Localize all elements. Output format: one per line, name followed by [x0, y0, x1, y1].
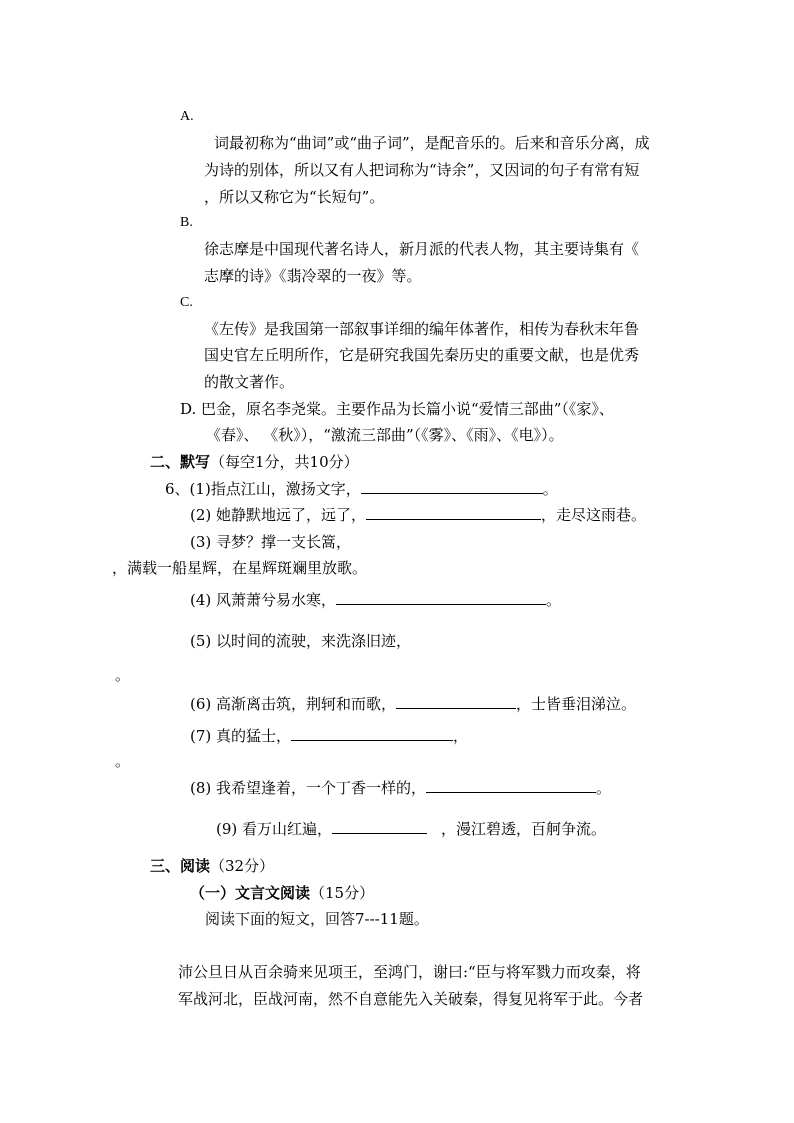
q6-item-1	[165, 479, 558, 499]
section-2-title: 二、默写	[150, 453, 211, 471]
option-a-label: A.	[180, 109, 194, 124]
reading-instruction: 阅读下面的短文，回答7---11题。	[205, 910, 429, 928]
option-c-line-3: 的散文著作。	[204, 373, 295, 391]
q6-item-2-text: (2) 她静默地远了，远了，	[190, 506, 367, 524]
answer-blank-7[interactable]	[291, 726, 453, 741]
q6-item-7-text: (7) 真的猛士，	[190, 727, 292, 745]
answer-blank-1[interactable]	[361, 479, 543, 494]
option-b-label: B.	[180, 215, 193, 230]
section-3-heading	[150, 856, 274, 876]
q6-item-6-suffix: ，士皆垂泪涕泣。	[516, 695, 637, 713]
q6-item-1-suffix: 。	[542, 480, 558, 498]
q6-item-6-text: (6) 高渐离击筑，荆轲和而歌，	[190, 695, 397, 713]
q6-item-8	[190, 778, 611, 798]
section-2-score: （每空1分，共10分）	[210, 453, 359, 471]
q6-item-2-suffix: ，走尽这雨巷。	[541, 506, 647, 524]
answer-blank-8[interactable]	[426, 778, 596, 793]
q6-item-9	[216, 819, 606, 839]
q6-item-3: (3) 寻梦？撑一支长篙，	[190, 533, 352, 551]
q6-item-7-continuation: 。	[115, 752, 131, 770]
answer-blank-9[interactable]	[332, 819, 427, 834]
section-2-heading	[150, 452, 359, 472]
option-c-label: C.	[180, 295, 193, 310]
subsection-title: （一）文言文阅读	[190, 884, 311, 902]
option-b-line-2: 志摩的诗》《翡冷翠的一夜》等。	[204, 267, 422, 285]
passage-line-1: 沛公旦日从百余骑来见项王，至鸿门，谢曰:“臣与将军戮力而攻秦，将	[178, 963, 641, 981]
option-a-line-1: 词最初称为“曲词”或“曲子词”，是配音乐的。后来和音乐分离，成	[214, 134, 650, 152]
option-c-line-1: 《左传》是我国第一部叙事详细的编年体著作，相传为春秋末年鲁	[204, 320, 640, 338]
q6-item-9-suffix: ，漫江碧透，百舸争流。	[441, 820, 607, 838]
option-a-line-3: ，所以又称它为“长短句”。	[204, 188, 385, 206]
q6-item-4	[190, 590, 561, 610]
q6-item-7-suffix: ，	[453, 727, 469, 745]
option-a-line-2: 为诗的别体，所以又有人把词称为“诗余”，又因词的句子有常有短	[204, 161, 640, 179]
answer-blank-2[interactable]	[366, 505, 541, 520]
answer-blank-6[interactable]	[396, 694, 516, 709]
section-3-score: （32分）	[210, 857, 275, 875]
subsection-score: （15分）	[310, 884, 375, 902]
option-d-line-1: D. 巴金，原名李尧棠。主要作品为长篇小说“爱情三部曲”（《家》、	[180, 400, 614, 418]
q6-item-4-text: (4) 风萧萧兮易水寒，	[190, 591, 337, 609]
q6-item-7	[190, 726, 468, 746]
option-d-line-2: 《春》、 《秋》），“激流三部曲”（《雾》、《雨》、《电》）。	[206, 426, 564, 444]
answer-blank-4[interactable]	[336, 590, 546, 605]
passage-line-2: 军战河北，臣战河南，然不自意能先入关破秦，得复见将军于此。今者	[178, 990, 644, 1008]
q6-item-5: (5) 以时间的流驶，来洗涤旧迹，	[190, 632, 412, 650]
q6-item-8-text: (8) 我希望逢着，一个丁香一样的，	[190, 779, 427, 797]
q6-item-1-text: 6、(1)指点江山，激扬文字，	[165, 480, 361, 498]
q6-item-6	[190, 694, 636, 714]
q6-item-9-text: (9) 看万山红遍，	[216, 820, 333, 838]
q6-item-3-continuation: ，满载一船星辉，在星辉斑斓里放歌。	[112, 559, 368, 577]
option-b-line-1: 徐志摩是中国现代著名诗人，新月派的代表人物，其主要诗集有《	[204, 240, 640, 258]
q6-item-2	[190, 505, 646, 525]
subsection-heading	[190, 883, 374, 903]
q6-item-5-continuation: 。	[115, 666, 131, 684]
section-3-title: 三、阅读	[150, 857, 211, 875]
q6-item-8-suffix: 。	[596, 779, 612, 797]
q6-item-4-suffix: 。	[546, 591, 562, 609]
option-c-line-2: 国史官左丘明所作，它是研究我国先秦历史的重要文献，也是优秀	[204, 346, 640, 364]
